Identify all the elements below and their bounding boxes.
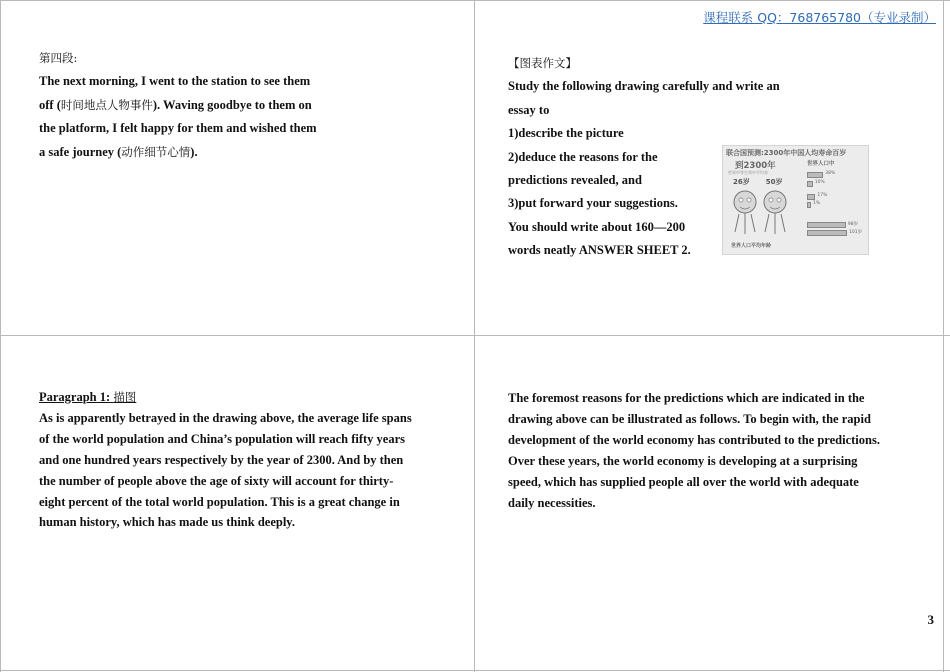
reasons-paragraph-block: [508, 388, 880, 513]
text-line: words neatly ANSWER SHEET 2.: [508, 243, 691, 258]
text-line: eight percent of the total world population. This is a great change in: [39, 494, 400, 509]
text-line: of the world population and China’s population will reach fifty years: [39, 431, 406, 446]
elderly-figures-illustration: [727, 186, 797, 242]
right-border: [943, 0, 944, 672]
infographic-bar-label: 10%: [814, 180, 825, 185]
middle-divider: [0, 335, 950, 336]
infographic-bar-label: 38%: [825, 171, 836, 176]
infographic-bar: [807, 194, 815, 200]
bottom-border: [0, 670, 950, 671]
infographic-subtitle: 世界中等生命中平均寿: [728, 170, 768, 175]
infographic-bar-label: 98岁: [847, 222, 859, 227]
contact-link[interactable]: 课程联系 QQ：768765780（专业录制）: [703, 10, 936, 25]
age-left: 26岁: [733, 178, 750, 186]
text-line: The next morning, I went to the station to see them: [39, 74, 311, 89]
infographic-bar-label: 17%: [817, 193, 828, 198]
infographic-bar: [807, 181, 813, 187]
left-border: [0, 0, 1, 672]
infographic-bar: [807, 202, 811, 208]
text-line: speed, which has supplied people all over the world with adequate: [508, 474, 859, 489]
paragraph-four-block: [39, 47, 317, 164]
text-line: and one hundred years respectively by the year of 2300. And by then: [39, 452, 404, 467]
text-line: You should write about 160—200: [508, 219, 686, 234]
text-line: 1)describe the picture: [508, 126, 624, 141]
text-line: the number of people above the age of sixty will account for thirty-: [39, 473, 394, 488]
text-line: daily necessities.: [508, 495, 596, 510]
text-line: a safe journey (动作细节心情).: [39, 144, 198, 159]
infographic-right-title: 世界人口中: [807, 161, 835, 167]
life-expectancy-infographic: [722, 145, 869, 255]
infographic-bar-label: 101岁: [849, 230, 863, 235]
text-line: Study the following drawing carefully and write an: [508, 79, 780, 94]
infographic-title: 联合国预测:2300年中国人均寿命百岁: [726, 149, 847, 157]
age-right: 50岁: [765, 178, 783, 186]
infographic-year: 到2300年: [735, 161, 776, 171]
text-line: Over these years, the world economy is developing at a surprising: [508, 453, 858, 468]
section-heading: 第四段:: [39, 51, 78, 65]
text-line: 3)put forward your suggestions.: [508, 196, 678, 211]
text-line: the platform, I felt happy for them and wished them: [39, 121, 317, 136]
paragraph-one-block: [39, 387, 412, 533]
text-line: off (时间地点人物事件). Waving goodbye to them on: [39, 97, 312, 112]
text-line: drawing above can be illustrated as follows. To begin with, the rapid: [508, 411, 871, 426]
infographic-bottom-label: 世界人口平均年龄: [731, 243, 772, 249]
infographic-bar: [807, 222, 846, 228]
text-line: human history, which has made us think deeply.: [39, 515, 295, 530]
top-border: [0, 0, 950, 1]
page-number: 3: [927, 612, 934, 627]
text-line: development of the world economy has contributed to the predictions.: [508, 432, 880, 447]
paragraph-heading: Paragraph 1: 描图: [39, 390, 137, 404]
text-line: essay to: [508, 102, 550, 117]
text-line: 2)deduce the reasons for the: [508, 149, 658, 164]
infographic-bar-label: 1%: [813, 201, 821, 206]
text-line: As is apparently betrayed in the drawing above, the average life spans: [39, 410, 412, 425]
text-line: The foremost reasons for the predictions which are indicated in the: [508, 391, 865, 405]
section-heading: 【图表作文】: [508, 56, 577, 70]
infographic-bar: [807, 172, 823, 178]
infographic-bar: [807, 230, 847, 236]
text-line: predictions revealed, and: [508, 173, 642, 188]
center-divider: [474, 0, 475, 672]
